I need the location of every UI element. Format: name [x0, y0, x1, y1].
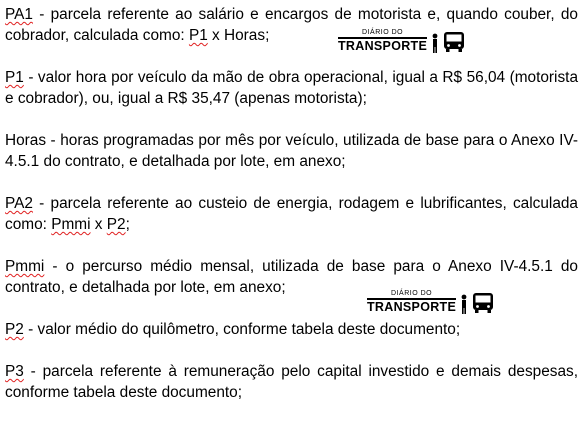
watermark-logo-top — [338, 29, 465, 53]
definition-pa2-mid: x — [90, 216, 107, 233]
paragraph-p2 — [5, 319, 578, 340]
paragraph-p1 — [5, 67, 578, 109]
bus-icon — [472, 292, 494, 314]
paragraph-pa2 — [5, 193, 578, 235]
definition-pa2-end: ; — [125, 216, 130, 233]
term-pa2: PA2 — [5, 195, 33, 212]
definition-p3: - parcela referente à remuneração pelo capital investido e demais despesas, conforme tabela deste documento; — [5, 363, 578, 401]
definition-p1: - valor hora por veículo da mão de obra operacional, igual a R$ 56,04 (motorista e cobrador), ou, igual a R$ 35,47 (apenas motorista); — [5, 69, 578, 107]
watermark-small-text: DIÁRIO DO — [391, 290, 433, 297]
person-icon — [430, 33, 440, 53]
watermark-small-text: DIÁRIO DO — [362, 29, 404, 36]
definition-p2: - valor médio do quilômetro, conforme tabela deste documento; — [23, 321, 461, 338]
definition-horas: Horas - horas programadas por mês por veículo, utilizada de base para o Anexo IV-4.5.1 do contrato, e detalhada por lote, em anexo; — [5, 132, 578, 170]
document-body — [5, 4, 578, 403]
person-icon — [459, 294, 469, 314]
term-pmmi: Pmmi — [5, 258, 45, 275]
watermark-big-text: TRANSPORTE — [338, 39, 428, 53]
paragraph-horas — [5, 130, 578, 172]
term-p3: P3 — [5, 363, 24, 380]
definition-pa1: - parcela referente ao salário e encargos de motorista e, quando couber, do cobrador, calculada como: — [5, 6, 578, 44]
term-p1: P1 — [5, 69, 24, 86]
paragraph-pa1 — [5, 4, 578, 46]
definition-pmmi: - o percurso médio mensal, utilizada de base para o Anexo IV-4.5.1 do contrato, e detalhada por lote, em anexo; — [5, 258, 578, 296]
term-p2-inline: P2 — [106, 216, 126, 233]
bus-icon — [443, 31, 465, 53]
definition-pa1-end: x Horas; — [207, 27, 270, 44]
paragraph-p3 — [5, 361, 578, 403]
term-p2: P2 — [5, 321, 24, 338]
watermark-big-text: TRANSPORTE — [367, 300, 457, 314]
watermark-logo-bottom — [367, 290, 494, 314]
term-pa1: PA1 — [5, 6, 33, 23]
definition-pa2: - parcela referente ao custeio de energia, rodagem e lubrificantes, calculada como: — [5, 195, 578, 233]
term-p1-inline: P1 — [188, 27, 208, 44]
term-pmmi-inline: Pmmi — [51, 216, 91, 233]
